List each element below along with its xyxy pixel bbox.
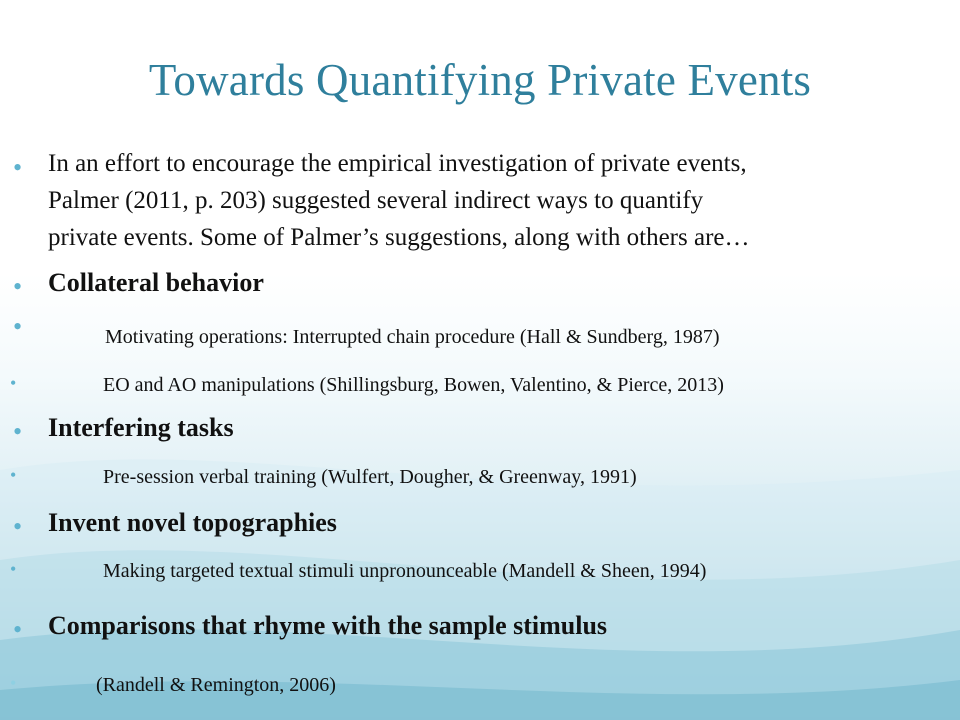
bullet-dot-icon: • <box>10 673 17 693</box>
bullet-dot-icon: • <box>13 512 23 541</box>
bullet-dot-icon: • <box>13 417 23 446</box>
item-text: (Randell & Remington, 2006) <box>96 674 336 696</box>
bullet-dot-icon: • <box>13 153 23 182</box>
item-text: Motivating operations: Interrupted chain procedure (Hall & Sundberg, 1987) <box>105 326 720 348</box>
intro-line-1: In an effort to encourage the empirical investigation of private events, <box>48 150 747 177</box>
slide-title: Towards Quantifying Private Events <box>148 55 812 105</box>
bullet-dot-icon: • <box>10 465 17 485</box>
intro-line-3: private events. Some of Palmer’s suggestions, along with others are… <box>48 224 750 251</box>
item-text: Pre-session verbal training (Wulfert, Dougher, & Greenway, 1991) <box>103 466 637 488</box>
intro-line-2: Palmer (2011, p. 203) suggested several indirect ways to quantify <box>48 187 704 214</box>
bullet-dot-icon: • <box>13 615 23 644</box>
bullet-dot-icon: • <box>10 559 17 579</box>
section-heading: Collateral behavior <box>48 268 264 297</box>
section-heading: Interfering tasks <box>48 413 234 442</box>
section-heading: Comparisons that rhyme with the sample stimulus <box>48 611 608 640</box>
item-text: EO and AO manipulations (Shillingsburg, Bowen, Valentino, & Pierce, 2013) <box>103 374 724 396</box>
bullet-dot-icon: • <box>13 272 23 301</box>
bullet-dot-icon: • <box>10 373 17 393</box>
item-text: Making targeted textual stimuli unpronounceable (Mandell & Sheen, 1994) <box>103 560 707 582</box>
section-heading: Invent novel topographies <box>48 508 337 537</box>
bullet-dot-icon: • <box>13 312 23 341</box>
